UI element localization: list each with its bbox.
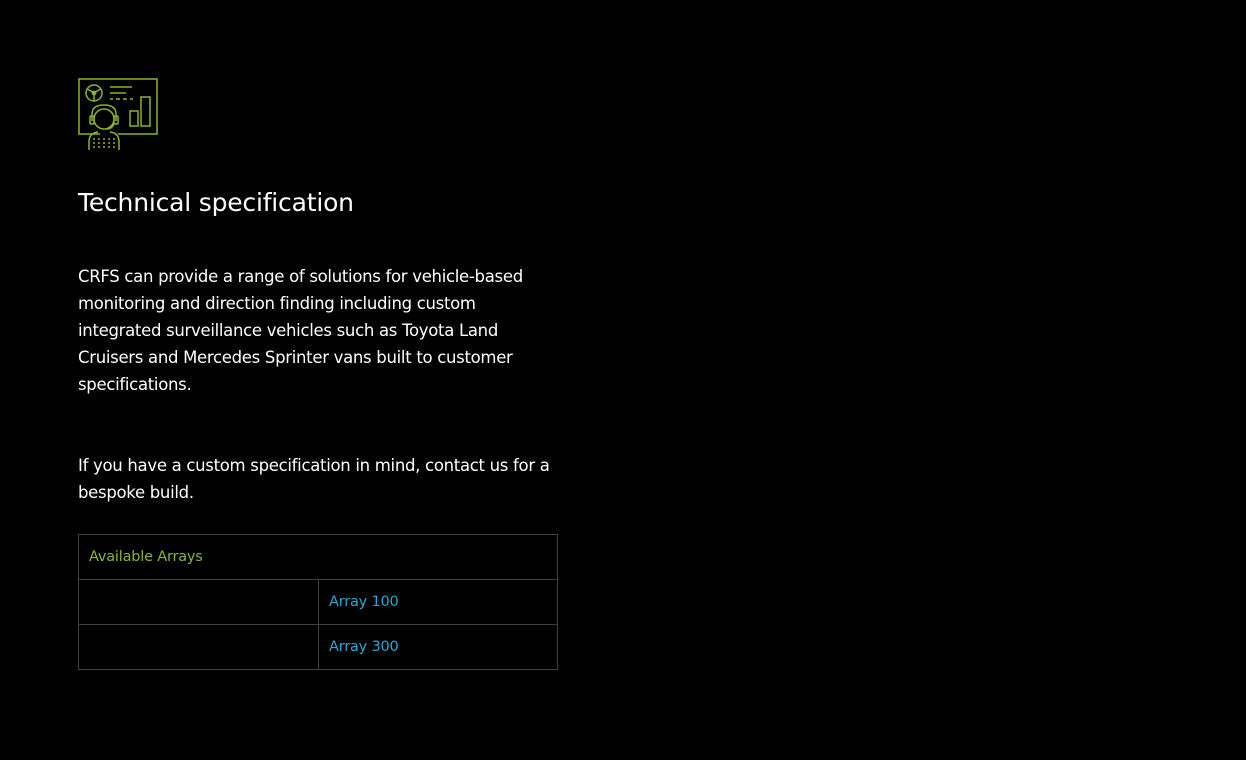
table-header: Available Arrays: [79, 535, 558, 580]
section-title: Technical specification: [78, 188, 354, 217]
technical-specification-section: [78, 78, 558, 670]
table-cell-label: [79, 580, 319, 625]
table-row: [79, 625, 558, 670]
available-arrays-table: [78, 534, 558, 670]
table-cell-label: [79, 625, 319, 670]
array-100-link[interactable]: Array 100: [329, 594, 399, 610]
array-300-link[interactable]: Array 300: [329, 639, 399, 655]
custom-build-paragraph: If you have a custom specification in mind, contact us for a bespoke build.: [78, 456, 550, 502]
description-paragraph: CRFS can provide a range of solutions for vehicle-based monitoring and direction finding including custom integrated surveillance vehicles such as Toyota Land Cruisers and Mercedes Sprinter vans built to customer specifications.: [78, 267, 523, 394]
monitoring-operator-icon: [78, 78, 158, 152]
table-cell-link: [319, 625, 558, 670]
table-cell-link: [319, 580, 558, 625]
table-row: [79, 580, 558, 625]
table-header-row: [79, 535, 558, 580]
